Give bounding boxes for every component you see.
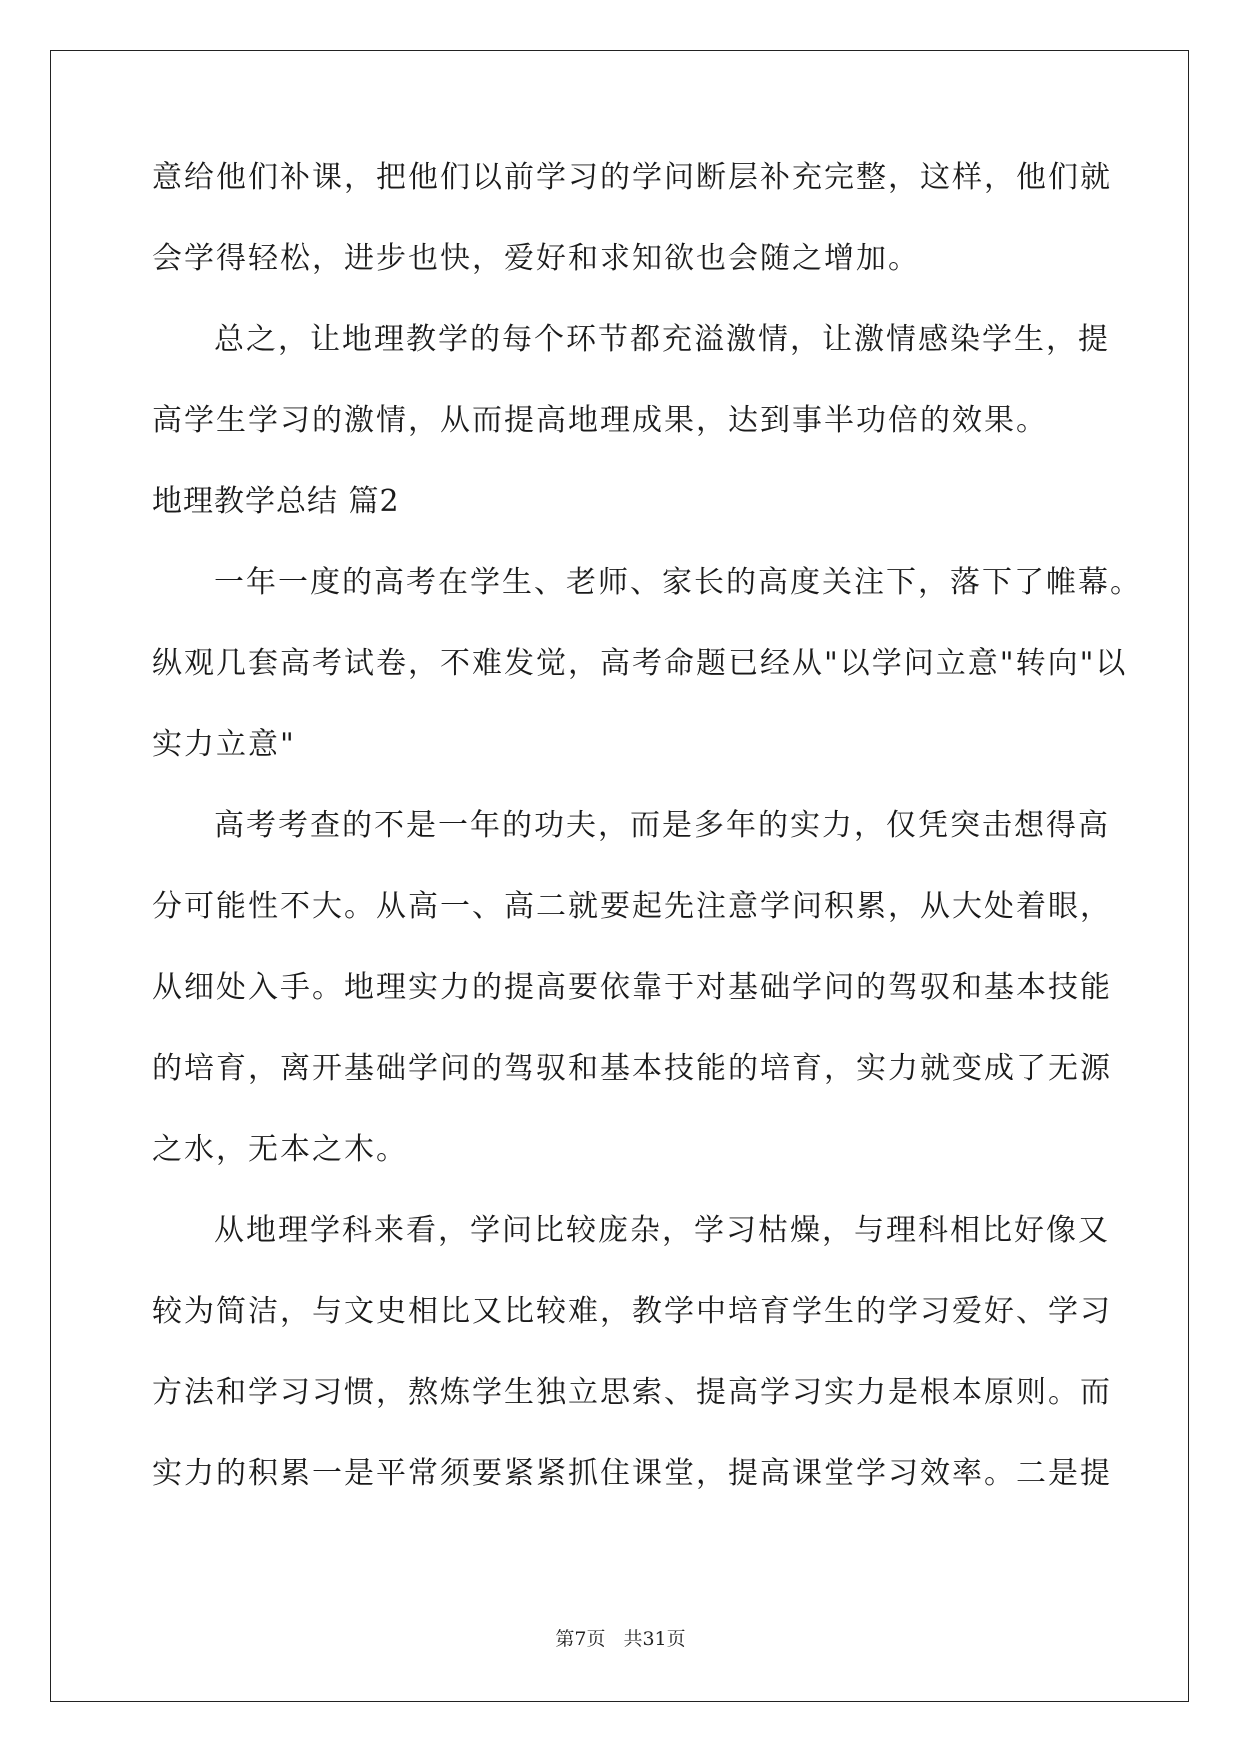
page-footer: [0, 1624, 1241, 1651]
text-line: 分可能性不大。从高一、高二就要起先注意学问积累，从大处着眼，: [152, 889, 1112, 924]
text-line: 意给他们补课，把他们以前学习的学问断层补充完整，这样，他们就: [152, 160, 1112, 195]
text-line: 纵观几套高考试卷，不难发觉，高考命题已经从"以学问立意"转向"以: [152, 646, 1128, 681]
text-line: 实力立意": [152, 727, 296, 762]
text-line: 较为简洁，与文史相比又比较难，教学中培育学生的学习爱好、学习: [152, 1294, 1112, 1329]
section-heading: 地理教学总结 篇2: [152, 484, 400, 519]
paragraph-start: 从地理学科来看，学问比较庞杂，学习枯燥，与理科相比好像又: [214, 1213, 1110, 1248]
text-line: 会学得轻松，进步也快，爱好和求知欲也会随之增加。: [152, 241, 920, 276]
document-body: [152, 158, 1142, 1535]
paragraph-start: 总之，让地理教学的每个环节都充溢激情，让激情感染学生，提: [214, 322, 1110, 357]
text-line: 的培育，离开基础学问的驾驭和基本技能的培育，实力就变成了无源: [152, 1051, 1112, 1086]
text-line: 从细处入手。地理实力的提高要依靠于对基础学问的驾驭和基本技能: [152, 970, 1112, 1005]
text-line: 高学生学习的激情，从而提高地理成果，达到事半功倍的效果。: [152, 403, 1048, 438]
paragraph-start: 一年一度的高考在学生、老师、家长的高度关注下，落下了帷幕。: [214, 565, 1142, 600]
page-number: 第7页: [555, 1628, 606, 1650]
text-line: 之水，无本之木。: [152, 1132, 408, 1167]
text-line: 实力的积累一是平常须要紧紧抓住课堂，提高课堂学习效率。二是提: [152, 1456, 1112, 1491]
text-line: 方法和学习习惯，熬炼学生独立思索、提高学习实力是根本原则。而: [152, 1375, 1112, 1410]
paragraph-start: 高考考查的不是一年的功夫，而是多年的实力，仅凭突击想得高: [214, 808, 1110, 843]
page-total: 共31页: [623, 1628, 686, 1650]
